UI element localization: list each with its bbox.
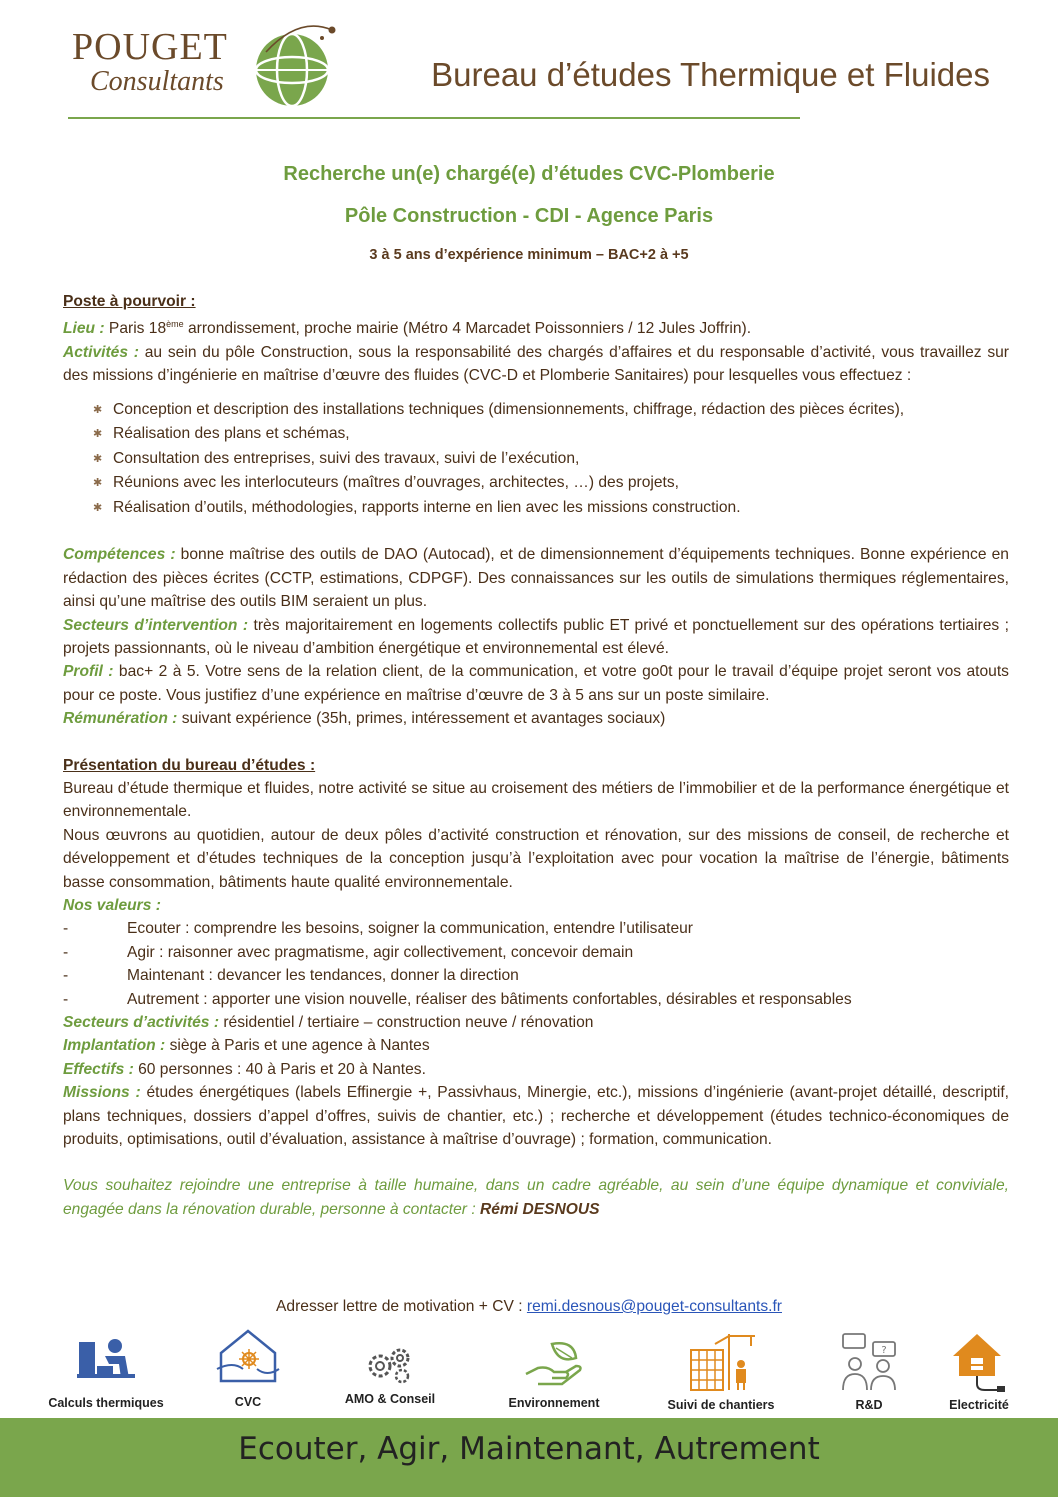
service-label: Suivi de chantiers bbox=[667, 1398, 775, 1412]
list-item: - Maintenant : devancer les tendances, donner la direction bbox=[63, 967, 519, 985]
svg-text:?: ? bbox=[881, 1345, 887, 1356]
valeurs-label: Nos valeurs : bbox=[63, 897, 161, 914]
job-subtitle: Pôle Construction - CDI - Agence Paris bbox=[344, 205, 714, 227]
activites-label: Activités : bbox=[63, 344, 139, 361]
list-item: ✱ Conception et description des installations techniques (dimensionnements, chiffrage, rédaction des pièces écrites), bbox=[63, 398, 1009, 423]
globe-icon bbox=[244, 22, 344, 112]
profil-paragraph bbox=[63, 660, 1009, 707]
header-divider bbox=[68, 117, 800, 119]
job-requirements: 3 à 5 ans d’expérience minimum – BAC+2 à +5 bbox=[369, 247, 689, 263]
list-item: - Agir : raisonner avec pragmatisme, agir collectivement, concevoir demain bbox=[63, 943, 634, 961]
competences-text: bonne maîtrise des outils de DAO (Autocad), et de dimensionnement d’équipements techniques. Bonne expérience en rédaction des pièces écrites (CCTP, estimations, CDPGF). Des connaissances sur les outils de simulations thermiques réglementaires, ainsi qu’une maîtrise des outils BIM seraient un plus. bbox=[63, 546, 1009, 611]
remuneration-paragraph bbox=[63, 707, 1009, 730]
list-item: ✱ Réunions avec les interlocuteurs (maîtres d’ouvrages, architectes, …) des projets, bbox=[63, 471, 1009, 496]
lieu-label: Lieu : bbox=[63, 320, 105, 338]
list-item: - Autrement : apporter une vision nouvelle, réaliser des bâtiments confortables, désirables et responsables bbox=[63, 990, 852, 1008]
lieu-text-b: arrondissement, proche mairie (Métro 4 Marcadet Poissonniers / 12 Jules Joffrin). bbox=[183, 320, 752, 338]
service-label: Calculs thermiques bbox=[48, 1396, 164, 1410]
header-title: Bureau d’études Thermique et Fluides bbox=[431, 56, 990, 93]
service-electricite bbox=[940, 1330, 1018, 1412]
implantation-label: Implantation : bbox=[63, 1037, 166, 1055]
service-rd bbox=[834, 1332, 904, 1412]
profil-label: Profil : bbox=[63, 663, 114, 681]
desk-worker-icon bbox=[75, 1334, 137, 1390]
section-heading-poste: Poste à pourvoir : bbox=[63, 293, 196, 310]
service-calculs-thermiques bbox=[38, 1334, 174, 1410]
secteurs-activites-label: Secteurs d’activités : bbox=[63, 1014, 220, 1032]
service-label: CVC bbox=[234, 1395, 262, 1409]
remuneration-text: suivant expérience (35h, primes, intéressement et avantages sociaux) bbox=[177, 710, 666, 728]
service-suivi-chantiers bbox=[659, 1330, 783, 1412]
closing-text: Vous souhaitez rejoindre une entreprise à taille humaine, dans un cadre agréable, au sein d’une équipe dynamique et conviviale, engagée dans la rénovation durable, personne à contacter : bbox=[63, 1177, 1009, 1218]
service-label: Environnement bbox=[508, 1396, 600, 1410]
construction-site-icon bbox=[685, 1330, 757, 1392]
job-description bbox=[63, 290, 1009, 1221]
missions-label: Missions : bbox=[63, 1084, 141, 1102]
discussion-icon bbox=[837, 1332, 901, 1392]
presentation-paragraph-2: Nous œuvrons au quotidien, autour de deux pôles d’activité construction et rénovation, sur des missions de conseil, de recherche et développement et d’études techniques de la conception jusqu’à l’exploitation avec pour vocation la maîtrise de l’énergie, bâtiments basse consommation, bâtiments haute qualité environnementale. bbox=[63, 826, 1009, 891]
service-environnement bbox=[500, 1338, 608, 1410]
section-heading-presentation: Présentation du bureau d’études : bbox=[63, 756, 316, 774]
list-item: ✱ Consultation des entreprises, suivi des travaux, suivi de l’exécution, bbox=[63, 447, 1009, 472]
activites-text: au sein du pôle Construction, sous la responsabilité des chargés d’affaires et du responsable d’activité, vous travaillez sur des missions d’ingénierie en maîtrise d’œuvre des fluides (CVC-D et Plomberie Sanitaires) pour lesquelles vous effectuez : bbox=[63, 344, 1010, 385]
logo-word-consultants: Consultants bbox=[90, 66, 224, 97]
secteurs-label: Secteurs d’intervention : bbox=[63, 616, 249, 634]
service-label: AMO & Conseil bbox=[344, 1392, 436, 1406]
list-item: ✱ Réalisation des plans et schémas, bbox=[63, 422, 1009, 447]
bullet-icon: ✱ bbox=[93, 501, 103, 514]
secteurs-paragraph bbox=[63, 614, 1009, 661]
house-plug-icon bbox=[947, 1330, 1011, 1392]
service-cvc bbox=[212, 1325, 284, 1409]
profil-text: bac+ 2 à 5. Votre sens de la relation client, de la communication, et votre go0t pour le travail d’équipe projet seront vos atouts pour ce poste. Vous justifiez d’une expérience en maîtrise d’œuvre de 3 à 5 ans sur un poste similaire. bbox=[63, 663, 1009, 704]
effectifs-text: 60 personnes : 40 à Paris et 20 à Nantes. bbox=[133, 1060, 426, 1078]
company-logo bbox=[68, 22, 348, 112]
service-label: R&D bbox=[855, 1398, 883, 1412]
secteurs-activites-paragraph bbox=[63, 1011, 1009, 1034]
contact-text: Adresser lettre de motivation + CV : bbox=[276, 1298, 527, 1315]
closing-paragraph bbox=[63, 1174, 1009, 1221]
effectifs-label: Effectifs : bbox=[63, 1060, 134, 1078]
service-label: Electricité bbox=[949, 1398, 1009, 1412]
implantation-paragraph bbox=[63, 1034, 1009, 1057]
bullet-icon: ✱ bbox=[93, 403, 103, 416]
contact-person-name: Rémi DESNOUS bbox=[480, 1200, 600, 1218]
implantation-text: siège à Paris et une agence à Nantes bbox=[165, 1037, 430, 1055]
missions-paragraph bbox=[63, 1081, 1009, 1151]
service-amo-conseil bbox=[338, 1342, 442, 1406]
competences-label: Compétences : bbox=[63, 546, 176, 564]
job-title: Recherche un(e) chargé(e) d’études CVC-Plomberie bbox=[283, 163, 775, 185]
bullet-icon: ✱ bbox=[93, 428, 103, 441]
activites-paragraph bbox=[63, 341, 1009, 388]
bullet-icon: ✱ bbox=[93, 477, 103, 490]
contact-email-link[interactable]: remi.desnous@pouget-consultants.fr bbox=[526, 1298, 782, 1315]
contact-line bbox=[0, 1298, 1058, 1316]
lieu-text-a: Paris 18 bbox=[104, 320, 167, 338]
logo-word-pouget: POUGET bbox=[72, 26, 228, 68]
list-item: ✱ Réalisation d’outils, méthodologies, rapports interne en lien avec les missions construction. bbox=[63, 496, 1009, 521]
secteurs-activites-text: résidentiel / tertiaire – construction neuve / rénovation bbox=[219, 1014, 594, 1032]
bullet-icon: ✱ bbox=[93, 452, 103, 465]
house-airflow-icon bbox=[213, 1325, 283, 1389]
lieu-paragraph bbox=[63, 313, 1009, 341]
hand-leaf-icon bbox=[522, 1338, 586, 1390]
footer-motto: Ecouter, Agir, Maintenant, Autrement bbox=[238, 1431, 820, 1467]
effectifs-paragraph bbox=[63, 1058, 1009, 1081]
gears-icon bbox=[362, 1342, 418, 1386]
secteurs-text: très majoritairement en logements collectifs public ET privé et ponctuellement sur des opérations tertiaires ; projets passionnants, où le niveau d’ambition énergétique et environnemental est élevé. bbox=[63, 616, 1009, 657]
competences-paragraph bbox=[63, 543, 1009, 613]
presentation-paragraph-1: Bureau d’étude thermique et fluides, notre activité se situe au croisement des métiers de l’immobilier et de la performance énergétique et environnementale. bbox=[63, 779, 1009, 821]
valeurs-list bbox=[63, 917, 1009, 1011]
list-item: - Ecouter : comprendre les besoins, soigner la communication, entendre l’utilisateur bbox=[63, 920, 693, 938]
lieu-superscript: ème bbox=[166, 319, 184, 330]
missions-text: études énergétiques (labels Effinergie +, Passivhaus, Minergie, etc.), missions d’ingénierie (avant-projet détaillé, descriptif, plans techniques, dossiers d’appel d’offres, suivis de chantier, etc.) ; recherche et développement (études technico-économiques de produits, optimisations, outil d’évaluation, assistance à maîtrise d’ouvrage) ; formation, communication. bbox=[63, 1084, 1010, 1149]
remuneration-label: Rémunération : bbox=[63, 710, 178, 728]
tasks-list bbox=[63, 398, 1009, 521]
